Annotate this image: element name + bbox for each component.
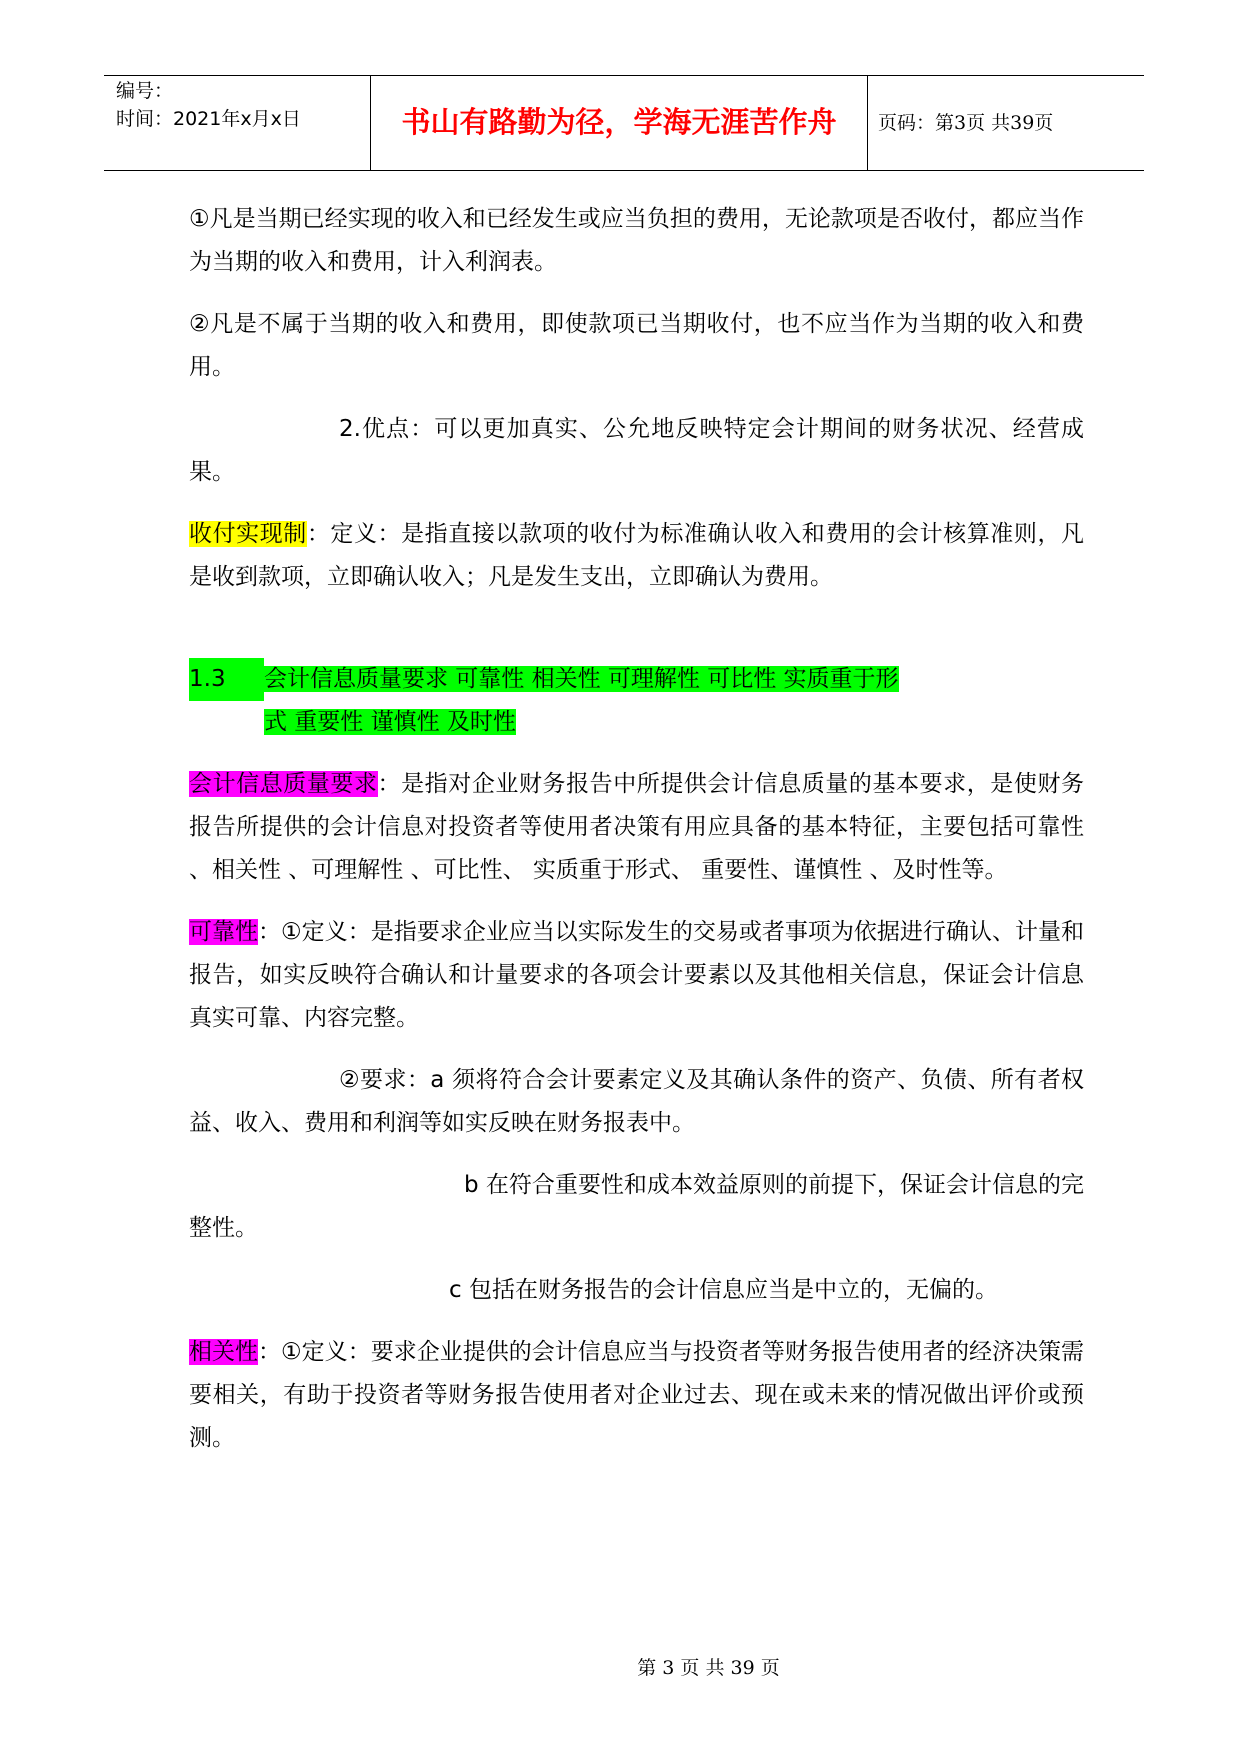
paragraph-quality-requirements — [189, 763, 1084, 892]
paragraph-relevance — [189, 1331, 1084, 1460]
term-relevance: 相关性 — [189, 1339, 259, 1365]
quality-requirements-definition: ：是指对企业财务报告中所提供会计信息质量的基本要求，是使财务报告所提供的会计信息对投资者等使用者决策有用应具备的基本特征，主要包括可靠性 、相关性 、可理解性 、可比性、 实质重于形式、 重要性、谨慎性 、及时性等。 — [189, 771, 1085, 883]
paragraph-reliability-req-b: b 在符合重要性和成本效益原则的前提下，保证会计信息的完整性。 — [189, 1172, 1084, 1241]
cash-basis-definition: ：定义：是指直接以款项的收付为标准确认收入和费用的会计核算准则，凡是收到款项，立即确认收入；凡是发生支出，立即确认为费用。 — [189, 521, 1085, 590]
paragraph-reliability-req-a: ②要求：a 须将符合会计要素定义及其确认条件的资产、负债、所有者权益、收入、费用和利润等如实反映在财务报表中。 — [189, 1067, 1084, 1136]
motto-text: 书山有路勤为径，学海无涯苦作舟 — [401, 105, 837, 139]
reliability-definition: ：①定义：是指要求企业应当以实际发生的交易或者事项为依据进行确认、计量和报告，如实反映符合确认和计量要求的各项会计要素以及其他相关信息，保证会计信息真实可靠、内容完整。 — [189, 919, 1084, 1031]
term-quality-requirements: 会计信息质量要求 — [189, 771, 378, 797]
document-body — [189, 198, 1084, 1479]
paragraph-reliability-req-c: c 包括在财务报告的会计信息应当是中立的，无偏的。 — [449, 1277, 998, 1303]
section-title-line2: 式 重要性 谨慎性 及时性 — [264, 709, 516, 735]
header-meta-cell — [104, 76, 370, 170]
paragraph-accrual-2: ②凡是不属于当期的收入和费用，即使款项已当期收付，也不应当作为当期的收入和费用。 — [189, 311, 1084, 380]
header-motto-cell — [370, 76, 868, 170]
term-cash-basis: 收付实现制 — [189, 521, 307, 547]
term-reliability: 可靠性 — [189, 919, 259, 945]
relevance-definition: ：①定义：要求企业提供的会计信息应当与投资者等财务报告使用者的经济决策需要相关，有助于投资者等财务报告使用者对企业过去、现在或未来的情况做出评价或预测。 — [189, 1339, 1084, 1451]
paragraph-reliability — [189, 911, 1084, 1040]
section-heading-1-3 — [189, 658, 1084, 744]
serial-label: 编号： — [116, 80, 174, 102]
paragraph-cash-basis — [189, 513, 1084, 599]
page-footer: 第 3 页 共 39 页 — [637, 1657, 780, 1679]
page-header — [104, 75, 1144, 171]
header-page-cell — [868, 76, 1144, 170]
header-page-code: 页码：第3页 共39页 — [878, 112, 1054, 134]
spacer — [189, 618, 1084, 658]
section-title-line1: 会计信息质量要求 可靠性 相关性 可理解性 可比性 实质重于形 — [264, 666, 899, 692]
paragraph-advantages: 2.优点：可以更加真实、公允地反映特定会计期间的财务状况、经营成果。 — [189, 416, 1084, 485]
paragraph-accrual-1: ①凡是当期已经实现的收入和已经发生或应当负担的费用，无论款项是否收付，都应当作为当期的收入和费用，计入利润表。 — [189, 206, 1084, 275]
time-label: 时间：2021年x月x日 — [116, 108, 301, 130]
section-number: 1.3 — [189, 658, 264, 701]
